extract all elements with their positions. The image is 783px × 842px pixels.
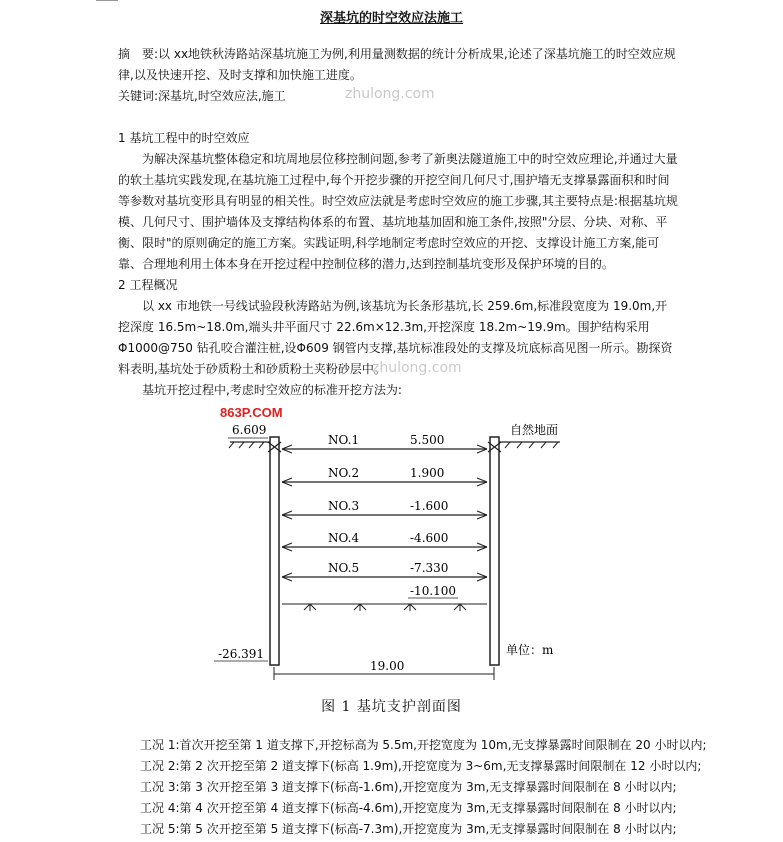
section-2-body: 以 xx 市地铁一号线试验段秋涛路站为例,该基坑为长条形基坑,长 259.6m,标准段宽度为 19.0m,开挖深度 16.5m~18.0m,端头井平面尺寸 22.6m×12.3m,开挖深度 18.2m~19.9m。围护结构采用Φ1000@750 钻孔咬合灌注桩,设Φ609 钢管内支撑,基坑标准段处的支撑及坑底标高见图一所示。勘探资料表明,基坑处于砂质粉土和砂质粉土夹粉砂层中。 [118,299,673,376]
left-retaining-wall [270,437,279,665]
strut-4-name: NO.4 [328,531,360,545]
strut-1-elevation: 5.500 [410,433,445,447]
condition-3: 工况 3:第 3 次开挖至第 3 道支撑下(标高-1.6m),开挖宽度为 3m,无支撑暴露时间限制在 8 小时以内; [140,780,677,794]
left-ground-hatch [229,442,264,448]
strut-2 [282,466,487,486]
strut-4 [282,531,487,551]
right-retaining-wall [490,437,499,665]
strut-1 [282,433,487,453]
strut-1-name: NO.1 [328,433,360,447]
keywords: 关键词:深基坑,时空效应法,施工 [118,89,286,103]
strut-2-name: NO.2 [328,466,360,480]
bottom-level-label: -10.100 [410,584,457,598]
document-title: 深基坑的时空效应法施工 [319,11,463,26]
top-elevation-label: 6.609 [232,423,267,437]
strut-5-elevation: -7.330 [410,561,449,575]
watermark-863p: 863P.COM [220,405,283,420]
section-1-heading: 1 基坑工程中的时空效应 [118,131,250,145]
abstract: 摘 要:以 xx地铁秋涛路站深基坑施工为例,利用量测数据的统计分析成果,论述了深基坑施工的时空效应规律,以及快速开挖、及时支撑和加快施工进度。 [118,47,676,82]
figure-caption: 图 1 基坑支护剖面图 [321,699,462,715]
section-2-lead: 基坑开挖过程中,考虑时空效应的标准开挖方法为: [142,383,402,397]
wall-cap-marks [268,442,501,452]
condition-1: 工况 1:首次开挖至第 1 道支撑下,开挖标高为 5.5m,开挖宽度为 10m,无支撑暴露时间限制在 20 小时以内; [140,738,707,752]
strut-3-name: NO.3 [328,499,360,513]
unit-label: 单位：m [506,643,554,657]
condition-4: 工况 4:第 4 次开挖至第 4 道支撑下(标高-4.6m),开挖宽度为 3m,无支撑暴露时间限制在 8 小时以内; [140,801,677,815]
strut-2-elevation: 1.900 [410,466,445,480]
ground-surface-label: 自然地面 [510,423,559,437]
strut-3-elevation: -1.600 [410,499,449,513]
strut-5-name: NO.5 [328,561,360,575]
width-label: 19.00 [370,659,405,673]
strut-4-elevation: -4.600 [410,531,449,545]
section-2-heading: 2 工程概况 [118,278,178,292]
condition-2: 工况 2:第 2 次开挖至第 2 道支撑下(标高 1.9m),开挖宽度为 3~6m,无支撑暴露时间限制在 12 小时以内; [140,759,702,773]
excavation-section-figure [210,412,580,682]
bottom-soil-marks [304,604,466,611]
bottom-elevation-label: -26.391 [218,647,265,661]
strut-5 [282,561,487,581]
watermark-zhulong-2: zhulong.com [372,360,462,376]
watermark-zhulong-1: zhulong.com [345,86,435,102]
page-corner-mark [96,0,118,3]
strut-3 [282,499,487,519]
right-ground-hatch [505,442,558,448]
section-1-body: 为解决深基坑整体稳定和坑周地层位移控制问题,参考了新奥法隧道施工中的时空效应理论,并通过大量的软土基坑实践发现,在基坑施工过程中,每个开挖步骤的开挖空间几何尺寸,围护墙无支撑暴露面积和时间等参数对基坑变形具有明显的相关性。时空效应法就是考虑时空效应的施工步骤,其主要特点是:根据基坑规模、几何尺寸、围护墙体及支撑结构体系的布置、基坑地基加固和施工条件,按照"分层、分块、对称、平衡、限时"的原则确定的施工方案。实践证明,科学地制定考虑时空效应的开挖、支撑设计施工方案,能可靠、合理地利用土体本身在开挖过程中控制位移的潜力,达到控制基坑变形及保护环境的目的。 [118,152,678,271]
condition-5: 工况 5:第 5 次开挖至第 5 道支撑下(标高-7.3m),开挖宽度为 3m,无支撑暴露时间限制在 8 小时以内; [140,822,677,836]
